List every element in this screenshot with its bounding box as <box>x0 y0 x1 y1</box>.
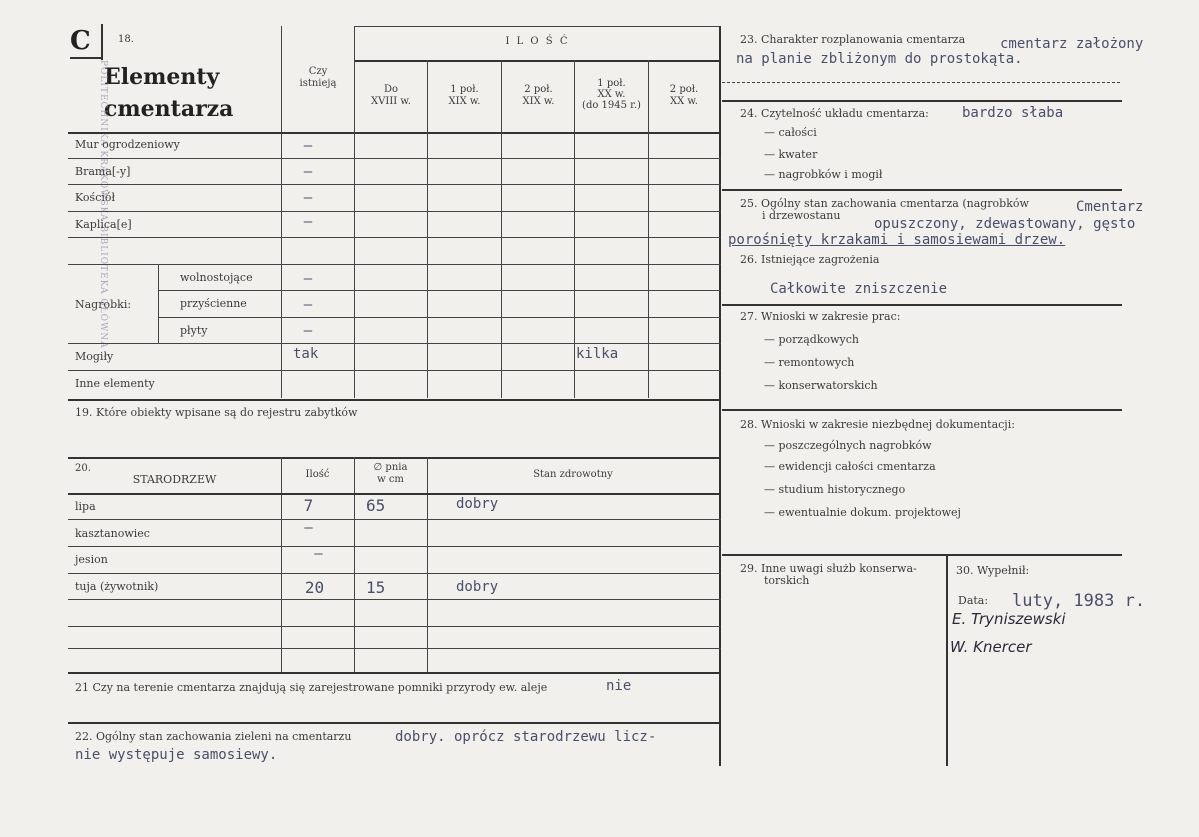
question-29-line2: torskich <box>764 574 810 587</box>
tree-trunk-1: 65 <box>366 496 386 515</box>
question-25-line2: i drzewostanu <box>762 209 841 222</box>
question-26: 26. Istniejące zagrożenia <box>740 253 880 266</box>
question-29-line1: 29. Inne uwagi służb konserwa- <box>740 562 917 575</box>
tree-health-1: dobry <box>456 496 499 512</box>
tree-name-3: jesion <box>75 553 108 566</box>
row-label-other: Inne elementy <box>75 377 155 390</box>
answer-21: nie <box>606 678 632 694</box>
row-label-chapel: Kaplica[e] <box>75 218 132 231</box>
section-letter: C <box>70 26 91 56</box>
row-label-tombstones: Nagrobki: <box>75 298 132 311</box>
old-trees-title: STARODRZEW <box>132 473 217 486</box>
q24-item-1: — całości <box>764 126 817 139</box>
tombstone-type-wall: przyścienne <box>180 297 247 310</box>
question-25-line1: 25. Ogólny stan zachowania cmentarza (nagrobków <box>740 197 1029 210</box>
signature-2: W. Knercer <box>950 638 1032 656</box>
row-label-church: Kościół <box>75 191 116 204</box>
row-label-graves: Mogiły <box>75 350 114 363</box>
tombstone-type-slabs: płyty <box>180 324 208 337</box>
tree-count-2: – <box>304 520 313 536</box>
question-27: 27. Wnioski w zakresie prac: <box>740 310 901 323</box>
question-21: 21 Czy na terenie cmentarza znajdują się zarejestrowane pomniki przyrody ew. aleje <box>75 681 548 694</box>
answer-25-line1: Cmentarz <box>1076 199 1144 215</box>
answer-23-line1: cmentarz założony <box>1000 36 1144 52</box>
q28-item-2: — ewidencji całości cmentarza <box>764 460 936 473</box>
answer-22-line2: nie występuje samosiewy. <box>75 747 278 763</box>
row-label-wall: Mur ogrodzeniowy <box>75 138 180 151</box>
signature-1: E. Tryniszewski <box>952 610 1066 628</box>
exists-freestanding: – <box>303 271 313 287</box>
exists-slabs: – <box>303 323 313 339</box>
row-label-gate: Brama[-y] <box>75 165 131 178</box>
elements-title-line2: cmentarza <box>104 96 234 122</box>
exists-wall-tomb: – <box>303 297 313 313</box>
tree-count-3: – <box>314 546 323 562</box>
date-label: Data: <box>958 594 989 607</box>
tombstone-type-freestanding: wolnostojące <box>180 271 253 284</box>
answer-26: Całkowite zniszczenie <box>770 281 948 297</box>
answer-25-line2: opuszczony, zdewastowany, gęsto <box>874 216 1136 232</box>
period-header-1: Do XVIII w. <box>371 84 411 107</box>
date-value: luty, 1983 r. <box>1012 591 1146 611</box>
q28-item-1: — poszczególnych nagrobków <box>764 439 932 452</box>
column-header-count: Ilość <box>305 469 330 480</box>
exists-graves: tak <box>293 346 319 362</box>
tree-count-1: 7 <box>303 496 314 515</box>
tree-name-4: tuja (żywotnik) <box>75 580 159 593</box>
tree-name-1: lipa <box>75 500 96 513</box>
question-19: 19. Które obiekty wpisane są do rejestru zabytków <box>75 406 358 419</box>
column-header-health: Stan zdrowotny <box>533 469 613 480</box>
column-header-exists: Czy istnieją <box>299 66 337 89</box>
q24-item-2: — kwater <box>764 148 818 161</box>
elements-title-line1: Elementy <box>104 64 220 90</box>
library-stamp: POLITECHNIKA KRAKOWSKA BIBLIOTEKA GŁÓWNA <box>98 60 108 349</box>
question-23: 23. Charakter rozplanowania cmentarza <box>740 33 966 46</box>
exists-wall: – <box>303 138 313 154</box>
answer-25-line3: porośnięty krzakami i samosiewami drzew. <box>728 232 1066 248</box>
period-header-2: 1 poł. XIX w. <box>448 84 481 107</box>
answer-23-line2: na planie zbliżonym do prostokąta. <box>736 51 1023 67</box>
period-header-5: 2 poł. XX w. <box>669 84 699 107</box>
exists-chapel: – <box>303 214 313 230</box>
tree-count-4: 20 <box>304 578 325 597</box>
column-header-quantity: I L O Ś Ć <box>505 36 570 47</box>
period-header-3: 2 poł. XIX w. <box>522 84 555 107</box>
tree-name-2: kasztanowiec <box>75 527 150 540</box>
q28-item-4: — ewentualnie dokum. projektowej <box>764 506 961 519</box>
question-24: 24. Czytelność układu cmentarza: <box>740 107 929 120</box>
exists-gate: – <box>303 164 313 180</box>
graves-quantity-period4: kilka <box>576 346 619 362</box>
q27-item-1: — porządkowych <box>764 333 859 346</box>
question-22: 22. Ogólny stan zachowania zieleni na cmentarzu <box>75 730 352 743</box>
q27-item-2: — remontowych <box>764 356 855 369</box>
q28-item-3: — studium historycznego <box>764 483 906 496</box>
q24-item-3: — nagrobków i mogił <box>764 168 883 181</box>
field-number-20: 20. <box>75 463 91 474</box>
tree-trunk-4: 15 <box>366 578 386 597</box>
period-header-4: 1 poł. XX w. (do 1945 r.) <box>582 78 641 111</box>
tree-health-4: dobry <box>456 579 499 595</box>
question-30: 30. Wypełnił: <box>956 564 1030 577</box>
exists-church: – <box>303 190 313 206</box>
answer-24: bardzo słaba <box>962 105 1064 121</box>
answer-22-line1: dobry. oprócz starodrzewu licz- <box>395 729 657 745</box>
field-number-18: 18. <box>118 34 134 45</box>
q27-item-3: — konserwatorskich <box>764 379 878 392</box>
question-28: 28. Wnioski w zakresie niezbędnej dokumentacji: <box>740 418 1015 431</box>
column-header-trunk: ∅ pnia w cm <box>373 462 408 485</box>
